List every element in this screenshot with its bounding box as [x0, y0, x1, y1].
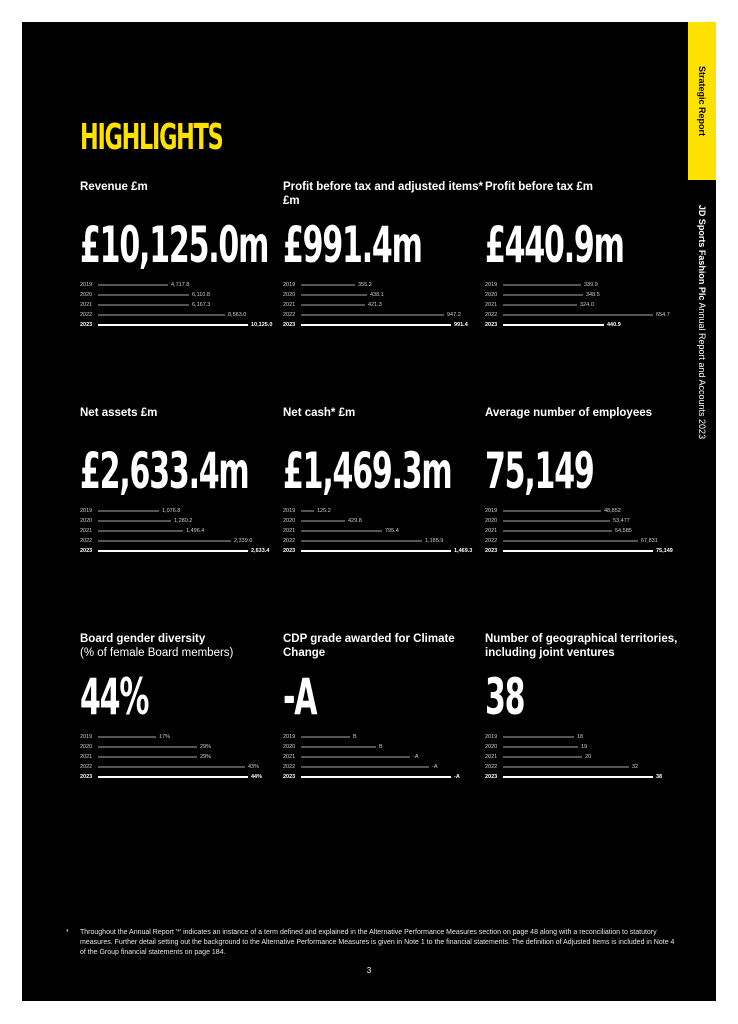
history-row [283, 300, 483, 310]
history-value: 1,280.2 [174, 518, 193, 524]
history-track [503, 776, 673, 778]
history-track [301, 766, 471, 768]
history-value: 75,149 [656, 548, 673, 554]
history-value: 17% [159, 734, 171, 740]
history-row [485, 732, 685, 742]
history-bar [301, 530, 382, 532]
kpi-value: £2,633.4m [80, 442, 249, 500]
history-value: -A [413, 754, 419, 760]
history-row [80, 536, 280, 546]
history-track [301, 550, 471, 552]
history-row [80, 732, 280, 742]
side-company: JD Sports Fashion Plc [697, 204, 707, 301]
history-bar [98, 756, 197, 758]
history-track [503, 324, 673, 326]
kpi-tile [80, 632, 280, 782]
kpi-label-text: Board gender diversity [80, 633, 206, 645]
history-year: 2020 [283, 292, 296, 298]
history-year: 2020 [283, 744, 296, 750]
side-running-title [697, 205, 707, 439]
history-year: 2019 [485, 508, 498, 514]
kpi-label [80, 632, 280, 662]
history-year: 2019 [80, 282, 93, 288]
history-row [485, 290, 685, 300]
history-track [98, 736, 268, 738]
history-track [301, 294, 471, 296]
history-track [503, 314, 673, 316]
history-row [283, 732, 483, 742]
history-value: 1,185.9 [425, 538, 444, 544]
history-value: 20 [585, 754, 592, 760]
kpi-label-text: Average number of employees [485, 407, 653, 419]
side-doc-title: Annual Report and Accounts 2023 [697, 302, 707, 440]
history-row [283, 742, 483, 752]
history-year: 2020 [80, 292, 93, 298]
history-year: 2023 [485, 774, 498, 780]
history-value: 125.2 [317, 508, 331, 514]
history-bar [301, 510, 314, 512]
history-row [485, 280, 685, 290]
history-year: 2021 [80, 528, 93, 534]
kpi-label-text: Net cash* £m [283, 407, 356, 419]
history-row [80, 290, 280, 300]
history-value: 2,633.4 [251, 548, 270, 554]
history-value: 2,339.6 [234, 538, 253, 544]
kpi-label-text: CDP grade awarded for Climate Change [283, 633, 455, 659]
kpi-label [485, 406, 685, 436]
history-bar [503, 284, 581, 286]
history-value: 324.0 [580, 302, 594, 308]
history-value: 19 [581, 744, 588, 750]
history-row [283, 290, 483, 300]
history-year: 2020 [80, 744, 93, 750]
history-track [301, 284, 471, 286]
history-value: 32 [632, 764, 639, 770]
history-row [283, 280, 483, 290]
history-track [503, 530, 673, 532]
history-value: 355.2 [358, 282, 372, 288]
history-row [80, 752, 280, 762]
history-year: 2020 [485, 518, 498, 524]
history-year: 2023 [80, 548, 93, 554]
kpi-label [283, 406, 483, 436]
history-value: 339.9 [584, 282, 598, 288]
kpi-tile [283, 406, 483, 556]
kpi-value: 38 [485, 668, 525, 726]
kpi-sublabel: (% of female Board members) [80, 647, 234, 659]
history-row [283, 506, 483, 516]
history-value: 10,125.0 [251, 322, 273, 328]
history-row [80, 280, 280, 290]
kpi-history [283, 506, 483, 556]
kpi-label-text: Net assets £m [80, 407, 158, 419]
kpi-label-text: Number of geographical territories, including joint ventures [485, 633, 678, 659]
history-track [503, 766, 673, 768]
history-bar [503, 520, 610, 522]
history-year: 2019 [485, 734, 498, 740]
history-year: 2022 [283, 764, 296, 770]
history-bar [98, 314, 225, 316]
history-bar [503, 304, 577, 306]
history-track [301, 304, 471, 306]
history-row [485, 526, 685, 536]
footnote-marker: * [66, 929, 69, 936]
kpi-history [485, 732, 685, 782]
history-row [80, 300, 280, 310]
history-year: 2022 [485, 538, 498, 544]
history-row [485, 310, 685, 320]
history-row [485, 536, 685, 546]
page-title: HIGHLIGHTS [80, 117, 223, 158]
history-row [80, 516, 280, 526]
history-row [283, 536, 483, 546]
history-bar [98, 766, 245, 768]
kpi-tile [485, 180, 685, 330]
history-bar [301, 736, 350, 738]
kpi-label-text: Profit before tax £m [485, 181, 593, 193]
history-year: 2022 [485, 312, 498, 318]
history-year: 2021 [283, 754, 296, 760]
history-track [98, 510, 268, 512]
history-bar [503, 746, 578, 748]
history-value: 67,831 [641, 538, 658, 544]
history-bar [503, 530, 612, 532]
history-year: 2021 [283, 528, 296, 534]
history-track [98, 304, 268, 306]
history-bar [503, 324, 604, 326]
history-row [485, 300, 685, 310]
history-row [485, 546, 685, 556]
history-year: 2021 [485, 528, 498, 534]
history-row [80, 320, 280, 330]
history-track [503, 550, 673, 552]
history-bar [503, 766, 629, 768]
kpi-history [283, 732, 483, 782]
history-year: 2022 [283, 312, 296, 318]
history-bar [98, 746, 197, 748]
history-value: 4,717.8 [171, 282, 190, 288]
history-value: 48,852 [604, 508, 621, 514]
history-value: 440.9 [607, 322, 621, 328]
history-row [485, 752, 685, 762]
kpi-label [485, 632, 685, 662]
history-track [301, 324, 471, 326]
history-bar [301, 540, 422, 542]
history-value: 29% [200, 744, 212, 750]
history-bar [301, 520, 345, 522]
history-track [301, 776, 471, 778]
history-value: 43% [248, 764, 260, 770]
history-bar [503, 776, 653, 778]
history-bar [301, 284, 355, 286]
history-value: 947.2 [447, 312, 461, 318]
history-year: 2020 [485, 744, 498, 750]
history-value: 795.4 [385, 528, 399, 534]
history-bar [301, 776, 451, 778]
history-year: 2022 [80, 312, 93, 318]
history-year: 2021 [283, 302, 296, 308]
history-bar [301, 756, 410, 758]
history-row [80, 546, 280, 556]
history-year: 2019 [485, 282, 498, 288]
history-bar [98, 510, 159, 512]
history-row [485, 762, 685, 772]
history-year: 2019 [283, 282, 296, 288]
kpi-value: £1,469.3m [283, 442, 452, 500]
kpi-history [80, 280, 280, 330]
kpi-label [283, 180, 483, 210]
history-row [283, 526, 483, 536]
history-track [98, 746, 268, 748]
history-track [98, 766, 268, 768]
history-year: 2019 [283, 734, 296, 740]
history-value: 1,469.3 [454, 548, 473, 554]
history-track [301, 540, 471, 542]
history-bar [98, 540, 231, 542]
history-row [80, 772, 280, 782]
history-year: 2019 [283, 508, 296, 514]
history-year: 2023 [485, 322, 498, 328]
history-year: 2021 [485, 754, 498, 760]
history-row [485, 516, 685, 526]
history-year: 2020 [485, 292, 498, 298]
history-track [98, 756, 268, 758]
history-bar [301, 550, 451, 552]
history-bar [98, 776, 248, 778]
kpi-label [80, 180, 280, 210]
kpi-tile [485, 406, 685, 556]
kpi-tile [283, 180, 483, 330]
history-bar [98, 324, 248, 326]
history-row [80, 526, 280, 536]
kpi-history [283, 280, 483, 330]
kpi-label [485, 180, 685, 210]
history-year: 2023 [283, 774, 296, 780]
kpi-label-text: Revenue £m [80, 181, 148, 193]
kpi-history [485, 280, 685, 330]
history-bar [98, 294, 189, 296]
history-value: 1,076.8 [162, 508, 181, 514]
history-year: 2019 [80, 734, 93, 740]
history-row [283, 546, 483, 556]
history-track [301, 314, 471, 316]
history-year: 2022 [80, 764, 93, 770]
history-year: 2020 [283, 518, 296, 524]
kpi-history [80, 732, 280, 782]
history-value: -A [454, 774, 460, 780]
kpi-label [80, 406, 280, 436]
history-row [283, 320, 483, 330]
kpi-value: £440.9m [485, 216, 624, 274]
history-value: 1,496.4 [186, 528, 205, 534]
history-year: 2023 [283, 322, 296, 328]
history-row [485, 320, 685, 330]
history-bar [98, 284, 168, 286]
history-value: -A [432, 764, 438, 770]
history-bar [301, 304, 365, 306]
history-bar [301, 746, 376, 748]
page-number: 3 [366, 966, 372, 975]
history-value: 991.4 [454, 322, 468, 328]
history-year: 2023 [80, 774, 93, 780]
history-row [283, 752, 483, 762]
history-track [301, 736, 471, 738]
history-year: 2022 [80, 538, 93, 544]
history-value: 53,477 [613, 518, 630, 524]
kpi-value: £10,125.0m [80, 216, 269, 274]
footnote [66, 928, 680, 958]
history-year: 2023 [283, 548, 296, 554]
history-bar [503, 550, 653, 552]
kpi-value: -A [283, 668, 317, 726]
history-track [98, 530, 268, 532]
history-bar [98, 550, 248, 552]
kpi-value: £991.4m [283, 216, 422, 274]
history-bar [503, 294, 583, 296]
history-value: B [379, 744, 383, 750]
history-value: 438.1 [370, 292, 384, 298]
history-bar [301, 766, 429, 768]
history-value: 429.8 [348, 518, 362, 524]
history-row [485, 506, 685, 516]
history-row [485, 772, 685, 782]
history-year: 2023 [485, 548, 498, 554]
kpi-history [80, 506, 280, 556]
history-year: 2022 [485, 764, 498, 770]
history-bar [503, 510, 601, 512]
history-value: 6,167.3 [192, 302, 211, 308]
history-row [485, 742, 685, 752]
history-value: 421.3 [368, 302, 382, 308]
history-track [301, 756, 471, 758]
history-value: 348.5 [586, 292, 600, 298]
history-track [98, 294, 268, 296]
history-row [80, 310, 280, 320]
history-track [301, 746, 471, 748]
history-value: 654.7 [656, 312, 670, 318]
history-value: 29% [200, 754, 212, 760]
history-year: 2021 [80, 302, 93, 308]
history-bar [301, 314, 444, 316]
history-year: 2022 [283, 538, 296, 544]
history-bar [301, 294, 367, 296]
history-year: 2023 [80, 322, 93, 328]
history-bar [98, 304, 189, 306]
kpi-tile [485, 632, 685, 782]
history-row [283, 772, 483, 782]
history-row [80, 762, 280, 772]
history-row [283, 762, 483, 772]
kpi-tile [283, 632, 483, 782]
history-bar [98, 736, 156, 738]
kpi-tile [80, 180, 280, 330]
history-track [301, 520, 471, 522]
history-bar [503, 540, 638, 542]
history-bar [503, 756, 582, 758]
history-value: 38 [656, 774, 663, 780]
history-track [503, 520, 673, 522]
kpi-tile [80, 406, 280, 556]
history-year: 2021 [485, 302, 498, 308]
history-value: 8,563.0 [228, 312, 247, 318]
kpi-label [283, 632, 483, 662]
history-track [98, 550, 268, 552]
history-bar [98, 520, 171, 522]
history-value: 6,110.8 [192, 292, 210, 298]
history-track [503, 746, 673, 748]
history-track [503, 736, 673, 738]
history-track [98, 324, 268, 326]
history-row [283, 516, 483, 526]
history-track [98, 776, 268, 778]
history-track [503, 510, 673, 512]
history-row [80, 506, 280, 516]
history-value: 44% [251, 774, 263, 780]
history-bar [503, 314, 653, 316]
history-value: 18 [577, 734, 584, 740]
history-value: B [353, 734, 357, 740]
section-tab-label: Strategic Report [697, 65, 707, 137]
footnote-text: Throughout the Annual Report '*' indicates an instance of a term defined and explained in the Alternative Performance Measures section on page 48 along with a reconciliation to statutory measures. Further detail setting out the background to the Alternative Performance Measures is given in Note 1 to the financial statements. The definition of Adjusted Items is included in Note 4 of the Group financial statements on page 184. [80, 929, 675, 956]
history-bar [98, 530, 183, 532]
history-year: 2019 [80, 508, 93, 514]
section-tab[interactable] [688, 22, 716, 180]
kpi-history [485, 506, 685, 556]
history-value: 54,585 [615, 528, 632, 534]
history-row [283, 310, 483, 320]
history-bar [301, 324, 451, 326]
kpi-value: 75,149 [485, 442, 594, 500]
kpi-label-text: Profit before tax and adjusted items* £m [283, 181, 484, 207]
history-bar [503, 736, 574, 738]
history-year: 2021 [80, 754, 93, 760]
history-year: 2020 [80, 518, 93, 524]
history-row [80, 742, 280, 752]
kpi-value: 44% [80, 668, 149, 726]
